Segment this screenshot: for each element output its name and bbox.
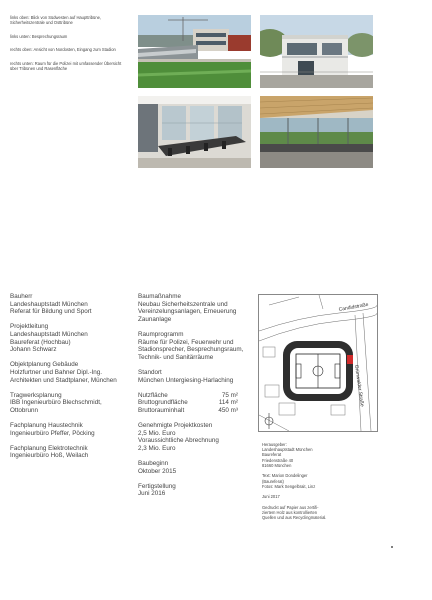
project-lead-line-2: Baureferat (Hochbau): [10, 338, 71, 346]
start-block: [138, 460, 256, 475]
architect-block: [10, 361, 135, 384]
caption-top-left: links oben: Blick von Südwesten auf Haupttribüne, Sicherheitszentrale und Osttribüne: [10, 15, 102, 26]
publisher-line-1: Landeshauptstadt München: [262, 447, 313, 453]
paper-note-line-3: Quellen und aus Recyclingmaterial.: [262, 515, 327, 521]
start-line-1: Oktober 2015: [138, 467, 177, 475]
program-heading: Raumprogramm: [138, 330, 184, 338]
project-lead-heading: Projektleitung: [10, 323, 49, 331]
measure-line-2: Vereinzelungsanlagen, Erneuerung: [138, 308, 237, 316]
measure-block: [138, 293, 256, 323]
costs-line-3: 2,3 Mio. Euro: [138, 444, 176, 452]
client-line-2: Referat für Bildung und Sport: [10, 308, 92, 316]
client-heading: Bauherr: [10, 293, 33, 300]
street-label-right: Grünwalder Straße: [353, 364, 365, 408]
paper-note-block: [262, 505, 387, 521]
area-label: Bruttorauminhalt: [138, 406, 185, 414]
project-lead-block: [10, 323, 135, 353]
site-map: [258, 294, 378, 432]
building-services-heading: Fachplanung Haustechnik: [10, 422, 83, 430]
program-block: [138, 331, 256, 361]
client-line-1: Landeshauptstadt München: [10, 300, 88, 308]
client-block: [10, 293, 135, 316]
photo-meeting-room: [138, 96, 251, 168]
location-line-1: München Untergiesing-Harlaching: [138, 376, 234, 384]
completion-block: [138, 483, 256, 498]
credits-line-2: (Baureferat): [262, 478, 284, 484]
photo-captions: [10, 15, 130, 79]
area-row-gross-volume: [138, 407, 238, 415]
measure-line-1: Neubau Sicherheitszentrale und: [138, 300, 228, 308]
publisher-heading: Herausgeber:: [262, 442, 287, 447]
electrical-heading: Fachplanung Elektrotechnik: [10, 444, 88, 452]
project-lead-line-1: Landeshauptstadt München: [10, 330, 88, 338]
area-value: 114 m²: [218, 399, 238, 407]
structural-heading: Tragwerksplanung: [10, 391, 62, 399]
project-participants: [10, 293, 135, 468]
project-lead-line-3: Johann Schwarz: [10, 346, 57, 354]
area-row-gross-floor: [138, 399, 238, 407]
completion-heading: Fertigstellung: [138, 482, 176, 490]
electrical-line-1: Ingenieurbüro Hoß, Weilach: [10, 452, 89, 460]
photo-police-room: [260, 96, 373, 168]
street-label-top: Candidstraße: [338, 301, 369, 313]
imprint-date: Juni 2017: [262, 494, 280, 500]
building-services-block: [10, 422, 135, 437]
start-heading: Baubeginn: [138, 460, 169, 468]
program-line-2: Stadionsprecher, Besprechungsraum,: [138, 346, 244, 354]
structural-line-2: Ottobrunn: [10, 406, 39, 414]
architect-heading: Objektplanung Gebäude: [10, 361, 79, 369]
credits-line-3: Fotos: Mark Sengelbrait, Linz: [262, 483, 316, 489]
area-label: Nutzfläche: [138, 391, 168, 399]
architect-line-2: Architekten und Stadtplaner, München: [10, 376, 117, 384]
photo-stadium-southwest: [138, 15, 251, 88]
print-dot: [391, 546, 393, 548]
architect-line-1: Holzfurtner und Bahner Dipl.-Ing.: [10, 368, 103, 376]
caption-bottom-right: rechts unten: Raum für die Polizei mit umfassender Übersicht über Tribünen und Rasenfläche: [10, 60, 122, 72]
location-heading: Standort: [138, 368, 162, 376]
measure-line-3: Zaunanlage: [138, 315, 172, 323]
imprint: [262, 442, 387, 526]
building-services-line-1: Ingenieurbüro Pfeffer, Pöcking: [10, 429, 95, 437]
completion-line-1: Juni 2016: [138, 490, 166, 498]
electrical-block: [10, 445, 135, 460]
measure-heading: Baumaßnahme: [138, 293, 182, 300]
structural-line-1: IBB Ingenieurbüro Blechschmidt,: [10, 399, 102, 407]
costs-heading: Genehmigte Projektkosten: [138, 422, 213, 430]
photo-entrance-northeast: [260, 15, 373, 88]
paper-note-line-2: ziertem Holz aus kontrollierten: [262, 509, 318, 515]
areas-block: [138, 392, 256, 415]
caption-top-right: rechts oben: Ansicht von Nordosten, Eingang zum Stadion: [10, 47, 116, 53]
date-block: [262, 494, 387, 499]
caption-bottom-left: links unten: Besprechungsraum: [10, 33, 68, 39]
costs-block: [138, 422, 256, 452]
program-line-3: Technik- und Sanitärräume: [138, 353, 214, 361]
paper-note-line-1: Gedruckt auf Papier aus zertifi-: [262, 504, 319, 510]
credits-line-1: Text: Marion Dondelinger: [262, 473, 308, 479]
program-line-1: Räume für Polizei, Feuerwehr und: [138, 338, 234, 346]
publisher-line-2: Baureferat: [262, 452, 282, 458]
publisher-line-4: 81660 München: [262, 462, 292, 468]
area-value: 75 m²: [221, 391, 238, 399]
credits-block: [262, 473, 387, 489]
structural-block: [10, 392, 135, 415]
area-value: 450 m³: [218, 406, 238, 414]
costs-line-2: Voraussichtliche Abrechnung: [138, 437, 219, 445]
area-label: Bruttogrundfläche: [138, 399, 188, 407]
costs-line-1: 2,5 Mio. Euro: [138, 429, 176, 437]
area-row-usable: [138, 392, 238, 400]
project-data: [138, 293, 256, 506]
publisher-line-3: Friedenstraße 40: [262, 457, 294, 463]
publisher-block: [262, 442, 387, 468]
location-block: [138, 369, 256, 384]
